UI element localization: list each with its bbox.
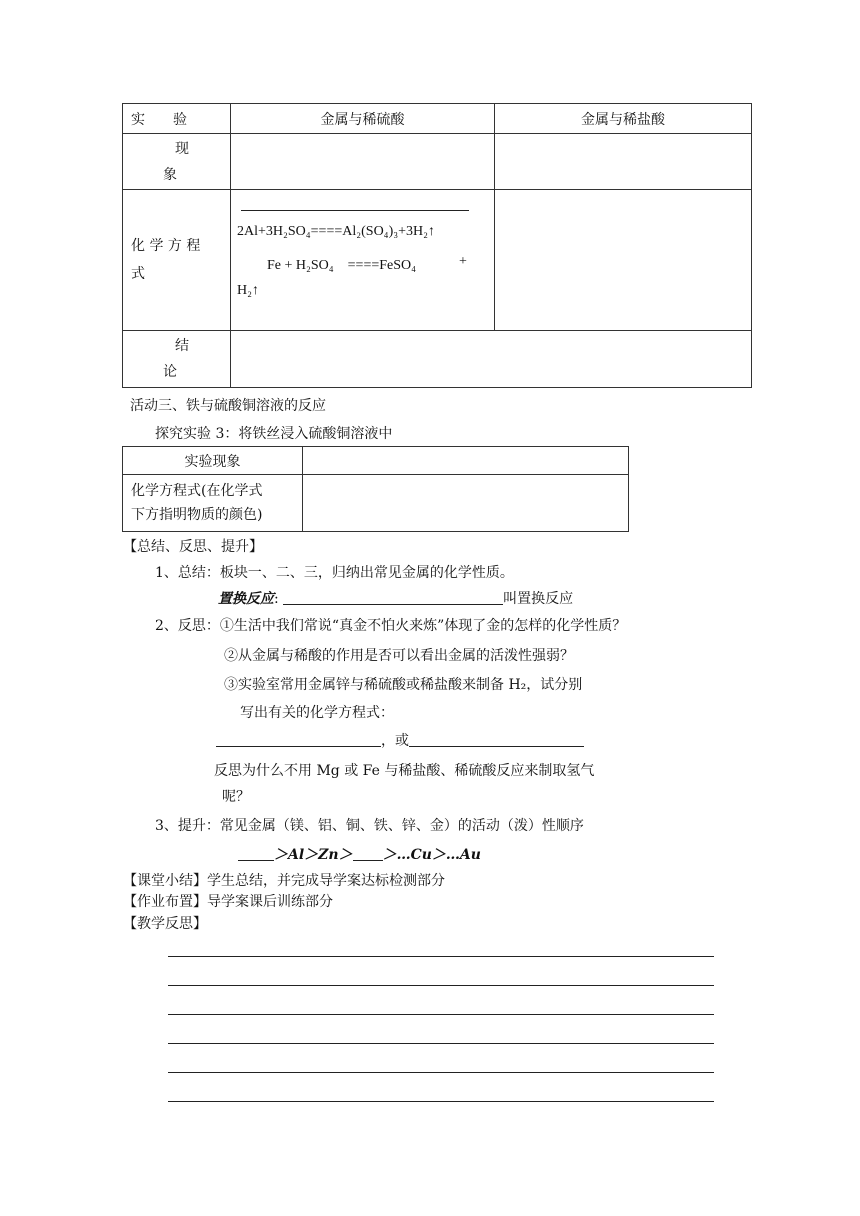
header-experiment: 实 验 bbox=[123, 104, 231, 134]
reflection-line bbox=[168, 985, 714, 986]
blank-equation-1 bbox=[216, 732, 381, 747]
reflection-line bbox=[168, 1043, 714, 1044]
reflection-line bbox=[168, 1101, 714, 1102]
cell-phenomenon-sulfuric bbox=[231, 134, 495, 190]
reflection-line bbox=[168, 1014, 714, 1015]
reflection-q2: ②从金属与稀酸的作用是否可以看出金属的活泼性强弱？ bbox=[224, 648, 574, 664]
label-phenomenon-2: 实验现象 bbox=[123, 447, 303, 475]
cell-equation-2 bbox=[303, 475, 629, 532]
metal-acid-table bbox=[122, 103, 752, 388]
iron-copper-sulfate-table bbox=[122, 446, 629, 532]
cell-conclusion bbox=[231, 331, 752, 388]
homework: 【作业布置】导学案课后训练部分 bbox=[123, 894, 333, 910]
blank-order-2 bbox=[353, 846, 383, 861]
header-dilute-hydrochloric: 金属与稀盐酸 bbox=[495, 104, 752, 134]
equation-aluminum: 2Al+3H₂SO₄====Al₂(SO₄)₃+3H₂↑ bbox=[237, 224, 435, 239]
reflection-q3-line2: 写出有关的化学方程式： bbox=[240, 705, 394, 721]
displacement-definition: 置换反应: 叫置换反应 bbox=[218, 591, 574, 607]
label-equation: 化 学 方 程 式 bbox=[123, 190, 231, 331]
zinc-equations-blanks: ，或 bbox=[216, 730, 584, 750]
equation-iron: Fe + H₂SO₄ ====FeSO₄ bbox=[267, 258, 417, 273]
summary-heading: 【总结、反思、提升】 bbox=[123, 539, 263, 555]
summary-item1: 1、总结：板块一、二、三，归纳出常见金属的化学性质。 bbox=[155, 565, 514, 581]
reflection-line bbox=[168, 1072, 714, 1073]
reflection-q1: 2、反思：①生活中我们常说“真金不怕火来炼”体现了金的怎样的化学性质？ bbox=[155, 618, 627, 634]
label-equation-2: 化学方程式(在化学式 下方指明物质的颜色) bbox=[123, 475, 303, 532]
activity3-title: 活动三、铁与硫酸铜溶液的反应 bbox=[130, 398, 326, 414]
label-conclusion: 结 论 bbox=[123, 331, 231, 388]
blank-line bbox=[241, 210, 469, 211]
cell-equation-hydrochloric bbox=[495, 190, 752, 331]
activity-order: ＞Al＞Zn＞ ＞…Cu＞…Au bbox=[238, 844, 481, 864]
cell-equation-sulfuric bbox=[231, 190, 495, 331]
reflection-q3-line1: ③实验室常用金属锌与稀硫酸或稀盐酸来制备 H₂，试分别 bbox=[224, 677, 583, 693]
teaching-reflection-label: 【教学反思】 bbox=[123, 916, 207, 932]
blank-order-1 bbox=[238, 846, 274, 861]
equation-iron-tail: H₂↑ bbox=[237, 283, 259, 298]
summary-item3: 3、提升：常见金属（镁、铝、铜、铁、锌、金）的活动（泼）性顺序 bbox=[155, 818, 584, 834]
blank-equation-2 bbox=[409, 732, 584, 747]
cell-phenomenon-2 bbox=[303, 447, 629, 475]
reflection-why-line2: 呢？ bbox=[222, 789, 250, 805]
activity3-experiment: 探究实验 3：将铁丝浸入硫酸铜溶液中 bbox=[155, 426, 393, 442]
cell-phenomenon-hydrochloric bbox=[495, 134, 752, 190]
reflection-why-line1: 反思为什么不用 Mg 或 Fe 与稀盐酸、稀硫酸反应来制取氢气 bbox=[214, 763, 595, 779]
label-phenomenon: 现 象 bbox=[123, 134, 231, 190]
reflection-line bbox=[168, 956, 714, 957]
plus-sign: + bbox=[459, 254, 467, 269]
blank-displacement bbox=[283, 590, 503, 605]
class-summary: 【课堂小结】学生总结，并完成导学案达标检测部分 bbox=[123, 873, 445, 889]
displacement-term: 置换反应 bbox=[218, 591, 274, 607]
header-dilute-sulfuric: 金属与稀硫酸 bbox=[231, 104, 495, 134]
